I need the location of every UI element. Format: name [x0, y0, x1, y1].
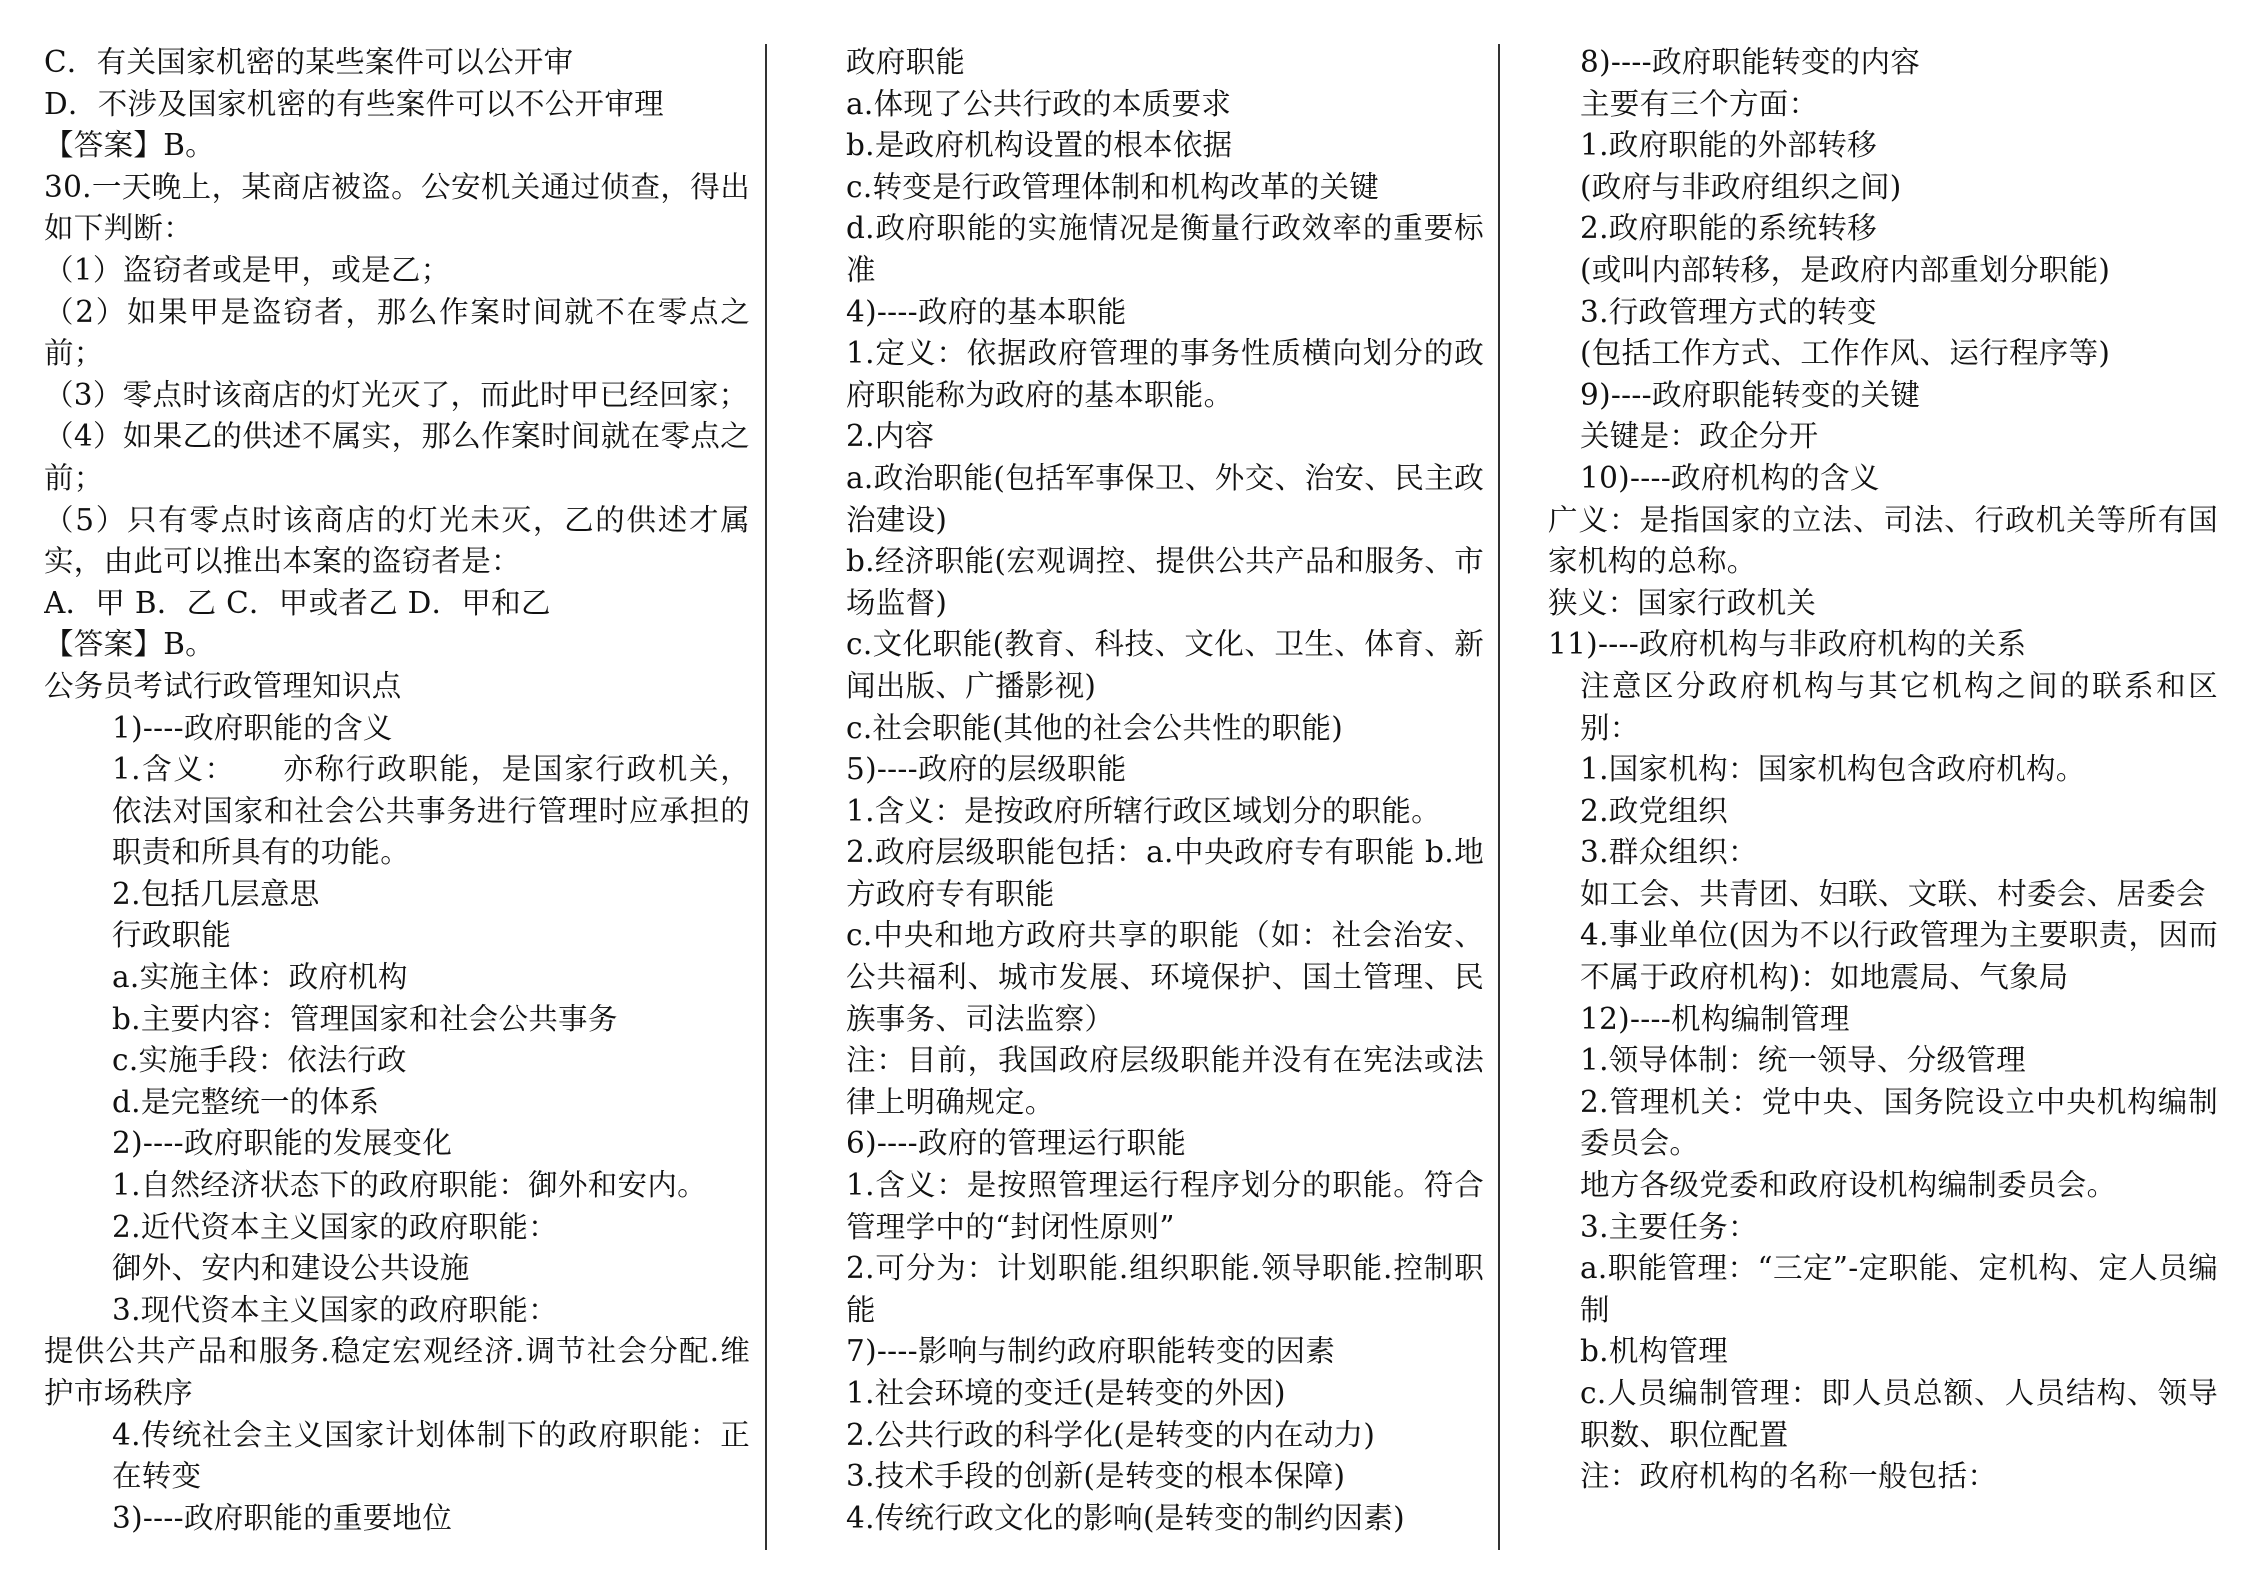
text-paragraph: 2.管理机关：党中央、国务院设立中央机构编制委员会。 [1580, 1084, 2218, 1161]
text-paragraph: 1.自然经济状态下的政府职能：御外和安内。 [112, 1168, 707, 1203]
text-paragraph: 11)----政府机构与非政府机构的关系 [1548, 627, 2027, 662]
text-paragraph: 1.国家机构：国家机构包含政府机构。 [1580, 752, 2086, 787]
text-paragraph: d.政府职能的实施情况是衡量行政效率的重要标准 [846, 211, 1484, 287]
text-paragraph: 注：政府机构的名称一般包括： [1580, 1459, 1998, 1494]
text-column-left [44, 42, 750, 1572]
text-paragraph: 狭义：国家行政机关 [1548, 585, 1817, 620]
text-paragraph: 注意区分政府机构与其它机构之间的联系和区别： [1580, 668, 2218, 745]
text-paragraph: 8)----政府职能转变的内容 [1580, 45, 1921, 79]
text-paragraph: 【答案】B。 [44, 627, 215, 662]
text-paragraph: 4)----政府的基本职能 [846, 294, 1127, 329]
text-paragraph: 注：目前，我国政府层级职能并没有在宪法或法律上明确规定。 [846, 1043, 1484, 1119]
text-paragraph: a.体现了公共行政的本质要求 [846, 86, 1232, 121]
text-paragraph: (包括工作方式、工作作风、运行程序等) [1580, 336, 2111, 371]
text-paragraph: 3.主要任务： [1580, 1209, 1758, 1244]
text-paragraph: D．不涉及国家机密的有些案件可以不公开审理 [44, 86, 664, 121]
text-paragraph: 3.现代资本主义国家的政府职能： [112, 1292, 558, 1327]
text-paragraph: 广义：是指国家的立法、司法、行政机关等所有国家机构的总称。 [1548, 502, 2218, 579]
text-paragraph: c.实施手段：依法行政 [112, 1043, 407, 1078]
text-paragraph: c.社会职能(其他的社会公共性的职能) [846, 710, 1344, 745]
text-paragraph: 6)----政府的管理运行职能 [846, 1126, 1187, 1161]
text-paragraph: 行政职能 [112, 918, 232, 953]
text-paragraph: 公务员考试行政管理知识点 [44, 668, 402, 703]
text-paragraph: 1.领导体制：统一领导、分级管理 [1580, 1043, 2026, 1078]
text-paragraph: b.机构管理 [1580, 1334, 1729, 1369]
text-paragraph: (或叫内部转移，是政府内部重划分职能) [1580, 252, 2111, 287]
text-paragraph: b.是政府机构设置的根本依据 [846, 128, 1233, 163]
text-paragraph: 2.包括几层意思 [112, 876, 320, 911]
text-paragraph: c.中央和地方政府共享的职能（如：社会治安、公共福利、城市发展、环境保护、国土管理、民族事务、司法监察） [846, 918, 1484, 1036]
text-paragraph: （4）如果乙的供述不属实，那么作案时间就在零点之前； [44, 419, 750, 495]
text-paragraph: （5）只有零点时该商店的灯光未灭，乙的供述才属实，由此可以推出本案的盗窃者是： [44, 502, 750, 579]
text-paragraph: 提供公共产品和服务.稳定宏观经济.调节社会分配.维护市场秩序 [44, 1334, 750, 1410]
text-paragraph: a.政治职能(包括军事保卫、外交、治安、民主政治建设) [846, 460, 1484, 537]
text-paragraph: d.是完整统一的体系 [112, 1084, 380, 1119]
text-paragraph: 30.一天晚上，某商店被盗。公安机关通过侦查，得出如下判断： [44, 169, 750, 246]
text-paragraph: 2.政党组织 [1580, 793, 1728, 828]
text-paragraph: 4.传统社会主义国家计划体制下的政府职能：正在转变 [112, 1417, 750, 1494]
text-paragraph: c.人员编制管理：即人员总额、人员结构、领导职数、职位配置 [1580, 1376, 2218, 1452]
text-paragraph: 2.近代资本主义国家的政府职能： [112, 1209, 558, 1244]
text-paragraph: 2.政府层级职能包括：a.中央政府专有职能 b.地方政府专有职能 [846, 835, 1484, 911]
text-paragraph: 2.内容 [846, 419, 935, 454]
text-paragraph: 3)----政府职能的重要地位 [112, 1500, 453, 1535]
text-paragraph: a.实施主体：政府机构 [112, 960, 408, 995]
text-paragraph: C．有关国家机密的某些案件可以公开审 [44, 45, 574, 79]
text-paragraph: 关键是：政企分开 [1580, 419, 1819, 454]
text-column-right [1512, 42, 2218, 1572]
text-paragraph: 地方各级党委和政府设机构编制委员会。 [1580, 1168, 2117, 1203]
text-paragraph: 1.含义：是按照管理运行程序划分的职能。符合管理学中的“封闭性原则” [846, 1168, 1484, 1244]
text-paragraph: （1）盗窃者或是甲，或是乙； [44, 252, 451, 287]
text-paragraph: （2）如果甲是盗窃者，那么作案时间就不在零点之前； [44, 294, 750, 371]
text-paragraph: 2.公共行政的科学化(是转变的内在动力) [846, 1417, 1376, 1452]
column-divider [1498, 44, 1500, 1550]
text-paragraph: 2)----政府职能的发展变化 [112, 1126, 453, 1161]
text-column-middle [778, 42, 1484, 1572]
text-paragraph: b.经济职能(宏观调控、提供公共产品和服务、市场监督) [846, 544, 1484, 620]
text-paragraph: 政府职能 [846, 45, 966, 79]
text-paragraph: 12)----机构编制管理 [1580, 1001, 1850, 1036]
text-paragraph: 主要有三个方面： [1580, 86, 1819, 121]
text-paragraph: 1.社会环境的变迁(是转变的外因) [846, 1376, 1286, 1410]
text-paragraph: 御外、安内和建设公共设施 [112, 1251, 470, 1286]
text-paragraph: c.文化职能(教育、科技、文化、卫生、体育、新闻出版、广播影视) [846, 627, 1484, 703]
text-paragraph: 4.事业单位(因为不以行政管理为主要职责，因而不属于政府机构)：如地震局、气象局 [1580, 918, 2218, 995]
text-paragraph: c.转变是行政管理体制和机构改革的关键 [846, 169, 1380, 204]
text-paragraph: 7)----影响与制约政府职能转变的因素 [846, 1334, 1336, 1369]
column-divider [765, 44, 767, 1550]
text-paragraph: （3）零点时该商店的灯光灭了，而此时甲已经回家； [44, 377, 749, 412]
text-paragraph: 【答案】B。 [44, 128, 215, 163]
text-paragraph: 5)----政府的层级职能 [846, 752, 1127, 787]
text-paragraph: A．甲 B．乙 C．甲或者乙 D．甲和乙 [44, 585, 551, 620]
text-paragraph: 2.政府职能的系统转移 [1580, 211, 1877, 246]
text-paragraph: 1.含义：是按政府所辖行政区域划分的职能。 [846, 793, 1441, 828]
text-paragraph: 10)----政府机构的含义 [1580, 460, 1880, 495]
text-paragraph: 3.行政管理方式的转变 [1580, 294, 1877, 329]
text-paragraph: 9)----政府职能转变的关键 [1580, 377, 1921, 412]
text-paragraph: a.职能管理：“三定”-定职能、定机构、定人员编制 [1580, 1251, 2218, 1327]
text-paragraph: 3.群众组织： [1580, 835, 1758, 870]
text-paragraph: 3.技术手段的创新(是转变的根本保障) [846, 1459, 1346, 1494]
text-paragraph: 4.传统行政文化的影响(是转变的制约因素) [846, 1500, 1405, 1535]
text-paragraph: (政府与非政府组织之间) [1580, 169, 1902, 204]
text-paragraph: 2.可分为：计划职能.组织职能.领导职能.控制职能 [846, 1251, 1484, 1327]
text-paragraph: 1)----政府职能的含义 [112, 710, 393, 745]
text-paragraph: 1.含义： 亦称行政职能，是国家行政机关，依法对国家和社会公共事务进行管理时应承担的职责和所具有的功能。 [112, 752, 750, 870]
text-paragraph: 1.政府职能的外部转移 [1580, 128, 1877, 163]
text-paragraph: 如工会、共青团、妇联、文联、村委会、居委会 [1580, 876, 2206, 911]
text-paragraph: 1.定义：依据政府管理的事务性质横向划分的政府职能称为政府的基本职能。 [846, 336, 1484, 412]
text-paragraph: b.主要内容：管理国家和社会公共事务 [112, 1001, 618, 1036]
